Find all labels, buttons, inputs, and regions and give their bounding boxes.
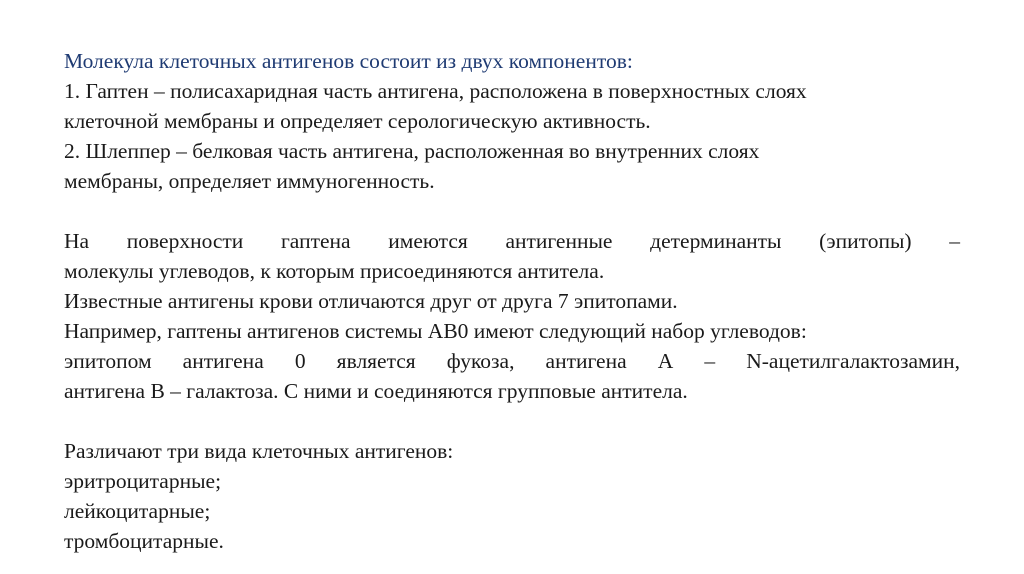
schlepper-line-1: 2. Шлеппер – белковая часть антигена, расположенная во внутренних слоях — [64, 139, 760, 163]
hapten-line-1: 1. Гаптен – полисахаридная часть антигена, расположена в поверхностных слоях — [64, 79, 807, 103]
components-heading: Молекула клеточных антигенов состоит из двух компонентов: — [64, 49, 633, 73]
ab0-example-line-1: Например, гаптены антигенов системы АВ0 имеют следующий набор углеводов: — [64, 319, 807, 343]
epitopes-line-1: На поверхности гаптена имеются антигенные детерминанты (эпитопы) – — [64, 229, 960, 253]
antigen-type-item: эритроцитарные; — [64, 469, 222, 493]
antigen-type-item: тромбоцитарные. — [64, 529, 224, 553]
paragraph-gap — [64, 196, 960, 226]
ab0-example-line-2: эпитопом антигена 0 является фукоза, антигена А – N-ацетилгалактозамин, — [64, 349, 960, 373]
schlepper-line-2: мембраны, определяет иммуногенность. — [64, 169, 435, 193]
ab0-example-line-3: антигена В – галактоза. С ними и соединяются групповые антитела. — [64, 379, 688, 403]
antigen-types-heading: Различают три вида клеточных антигенов: — [64, 439, 454, 463]
hapten-line-2: клеточной мембраны и определяет серологическую активность. — [64, 109, 651, 133]
slide-text-body — [64, 46, 960, 556]
antigen-type-item: лейкоцитарные; — [64, 499, 211, 523]
paragraph-gap — [64, 406, 960, 436]
epitopes-count-line: Известные антигены крови отличаются друг от друга 7 эпитопами. — [64, 289, 678, 313]
epitopes-line-2: молекулы углеводов, к которым присоединяются антитела. — [64, 259, 605, 283]
